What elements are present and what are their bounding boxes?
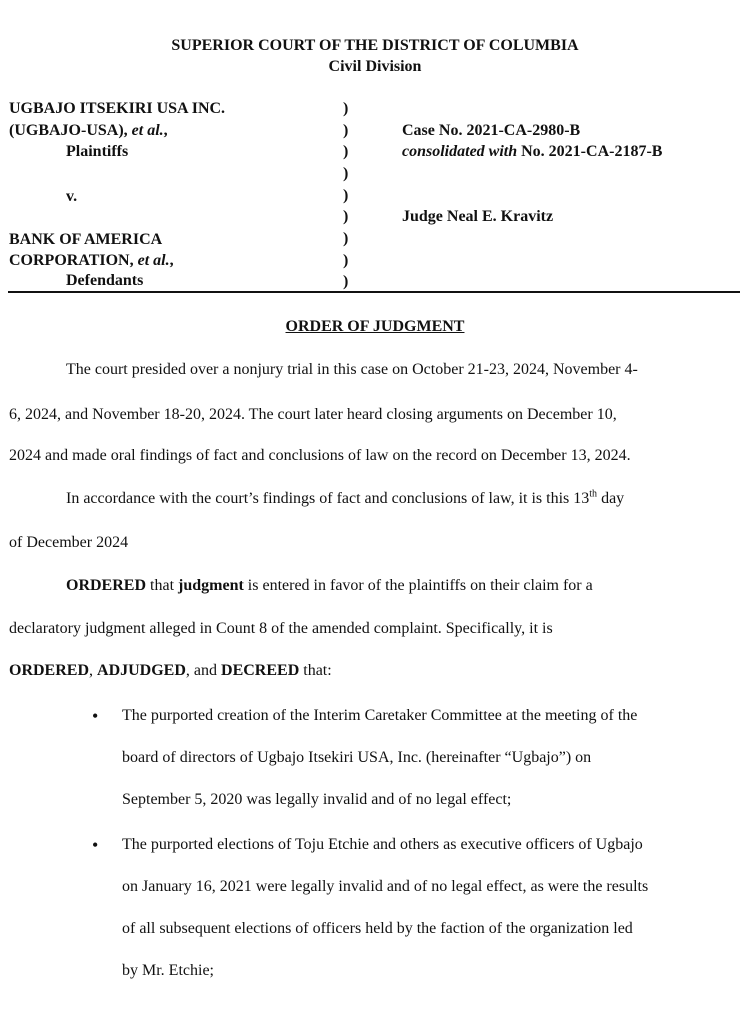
caption-paren: ) xyxy=(343,122,349,139)
caption-paren: ) xyxy=(343,100,349,117)
court-name: SUPERIOR COURT OF THE DISTRICT OF COLUMBIA xyxy=(171,37,579,54)
bullet-line: The purported elections of Toju Etchie and others as executive officers of Ugbajo xyxy=(122,836,643,853)
paragraph-line: The court presided over a nonjury trial in this case on October 21-23, 2024, November 4- xyxy=(66,361,638,378)
caption-paren: ) xyxy=(343,230,349,247)
paragraph-line: In accordance with the court’s findings of fact and conclusions of law, it is this 13th day xyxy=(66,488,625,507)
bullet-line: The purported creation of the Interim Caretaker Committee at the meeting of the xyxy=(122,707,638,724)
caption-paren: ) xyxy=(343,208,349,225)
case-number: Case No. 2021-CA-2980-B xyxy=(402,122,581,139)
paragraph-line: 2024 and made oral findings of fact and conclusions of law on the record on December 13, 2024. xyxy=(9,447,631,464)
paragraph-line: 6, 2024, and November 18-20, 2024. The court later heard closing arguments on December 10, xyxy=(9,406,617,423)
bullet-line: September 5, 2020 was legally invalid and of no legal effect; xyxy=(122,791,512,808)
caption-paren: ) xyxy=(343,252,349,269)
bullet-icon: • xyxy=(92,706,99,726)
paragraph-line: ORDERED, ADJUDGED, and DECREED that: xyxy=(9,662,332,679)
plaintiff-name-line1: UGBAJO ITSEKIRI USA INC. xyxy=(9,100,226,117)
paragraph-line: ORDERED that judgment is entered in favor of the plaintiffs on their claim for a xyxy=(66,577,593,594)
caption-paren: ) xyxy=(343,143,349,160)
defendants-label: Defendants xyxy=(66,272,144,289)
bullet-line: board of directors of Ugbajo Itsekiri USA, Inc. (hereinafter “Ugbajo”) on xyxy=(122,749,592,766)
bullet-line: of all subsequent elections of officers held by the faction of the organization led xyxy=(122,920,633,937)
defendant-name-line2: CORPORATION, et al., xyxy=(9,252,174,269)
bullet-line: by Mr. Etchie; xyxy=(122,962,214,979)
defendant-name-line1: BANK OF AMERICA xyxy=(9,231,163,248)
versus-label: v. xyxy=(66,188,78,205)
order-title: ORDER OF JUDGMENT xyxy=(285,318,465,335)
caption-paren: ) xyxy=(343,273,349,290)
caption-divider xyxy=(8,291,740,293)
bullet-line: on January 16, 2021 were legally invalid and of no legal effect, as were the results xyxy=(122,878,649,895)
plaintiff-name-line2: (UGBAJO-USA), et al., xyxy=(9,122,168,139)
paragraph-line: declaratory judgment alleged in Count 8 of the amended complaint. Specifically, it is xyxy=(9,620,553,637)
caption-paren: ) xyxy=(343,165,349,182)
paragraph-line: of December 2024 xyxy=(9,534,129,551)
plaintiffs-label: Plaintiffs xyxy=(66,143,129,160)
court-division: Civil Division xyxy=(328,58,422,75)
consolidated-case: consolidated with No. 2021-CA-2187-B xyxy=(402,143,663,160)
caption-paren: ) xyxy=(343,187,349,204)
judge-name: Judge Neal E. Kravitz xyxy=(402,208,554,225)
bullet-icon: • xyxy=(92,835,99,855)
